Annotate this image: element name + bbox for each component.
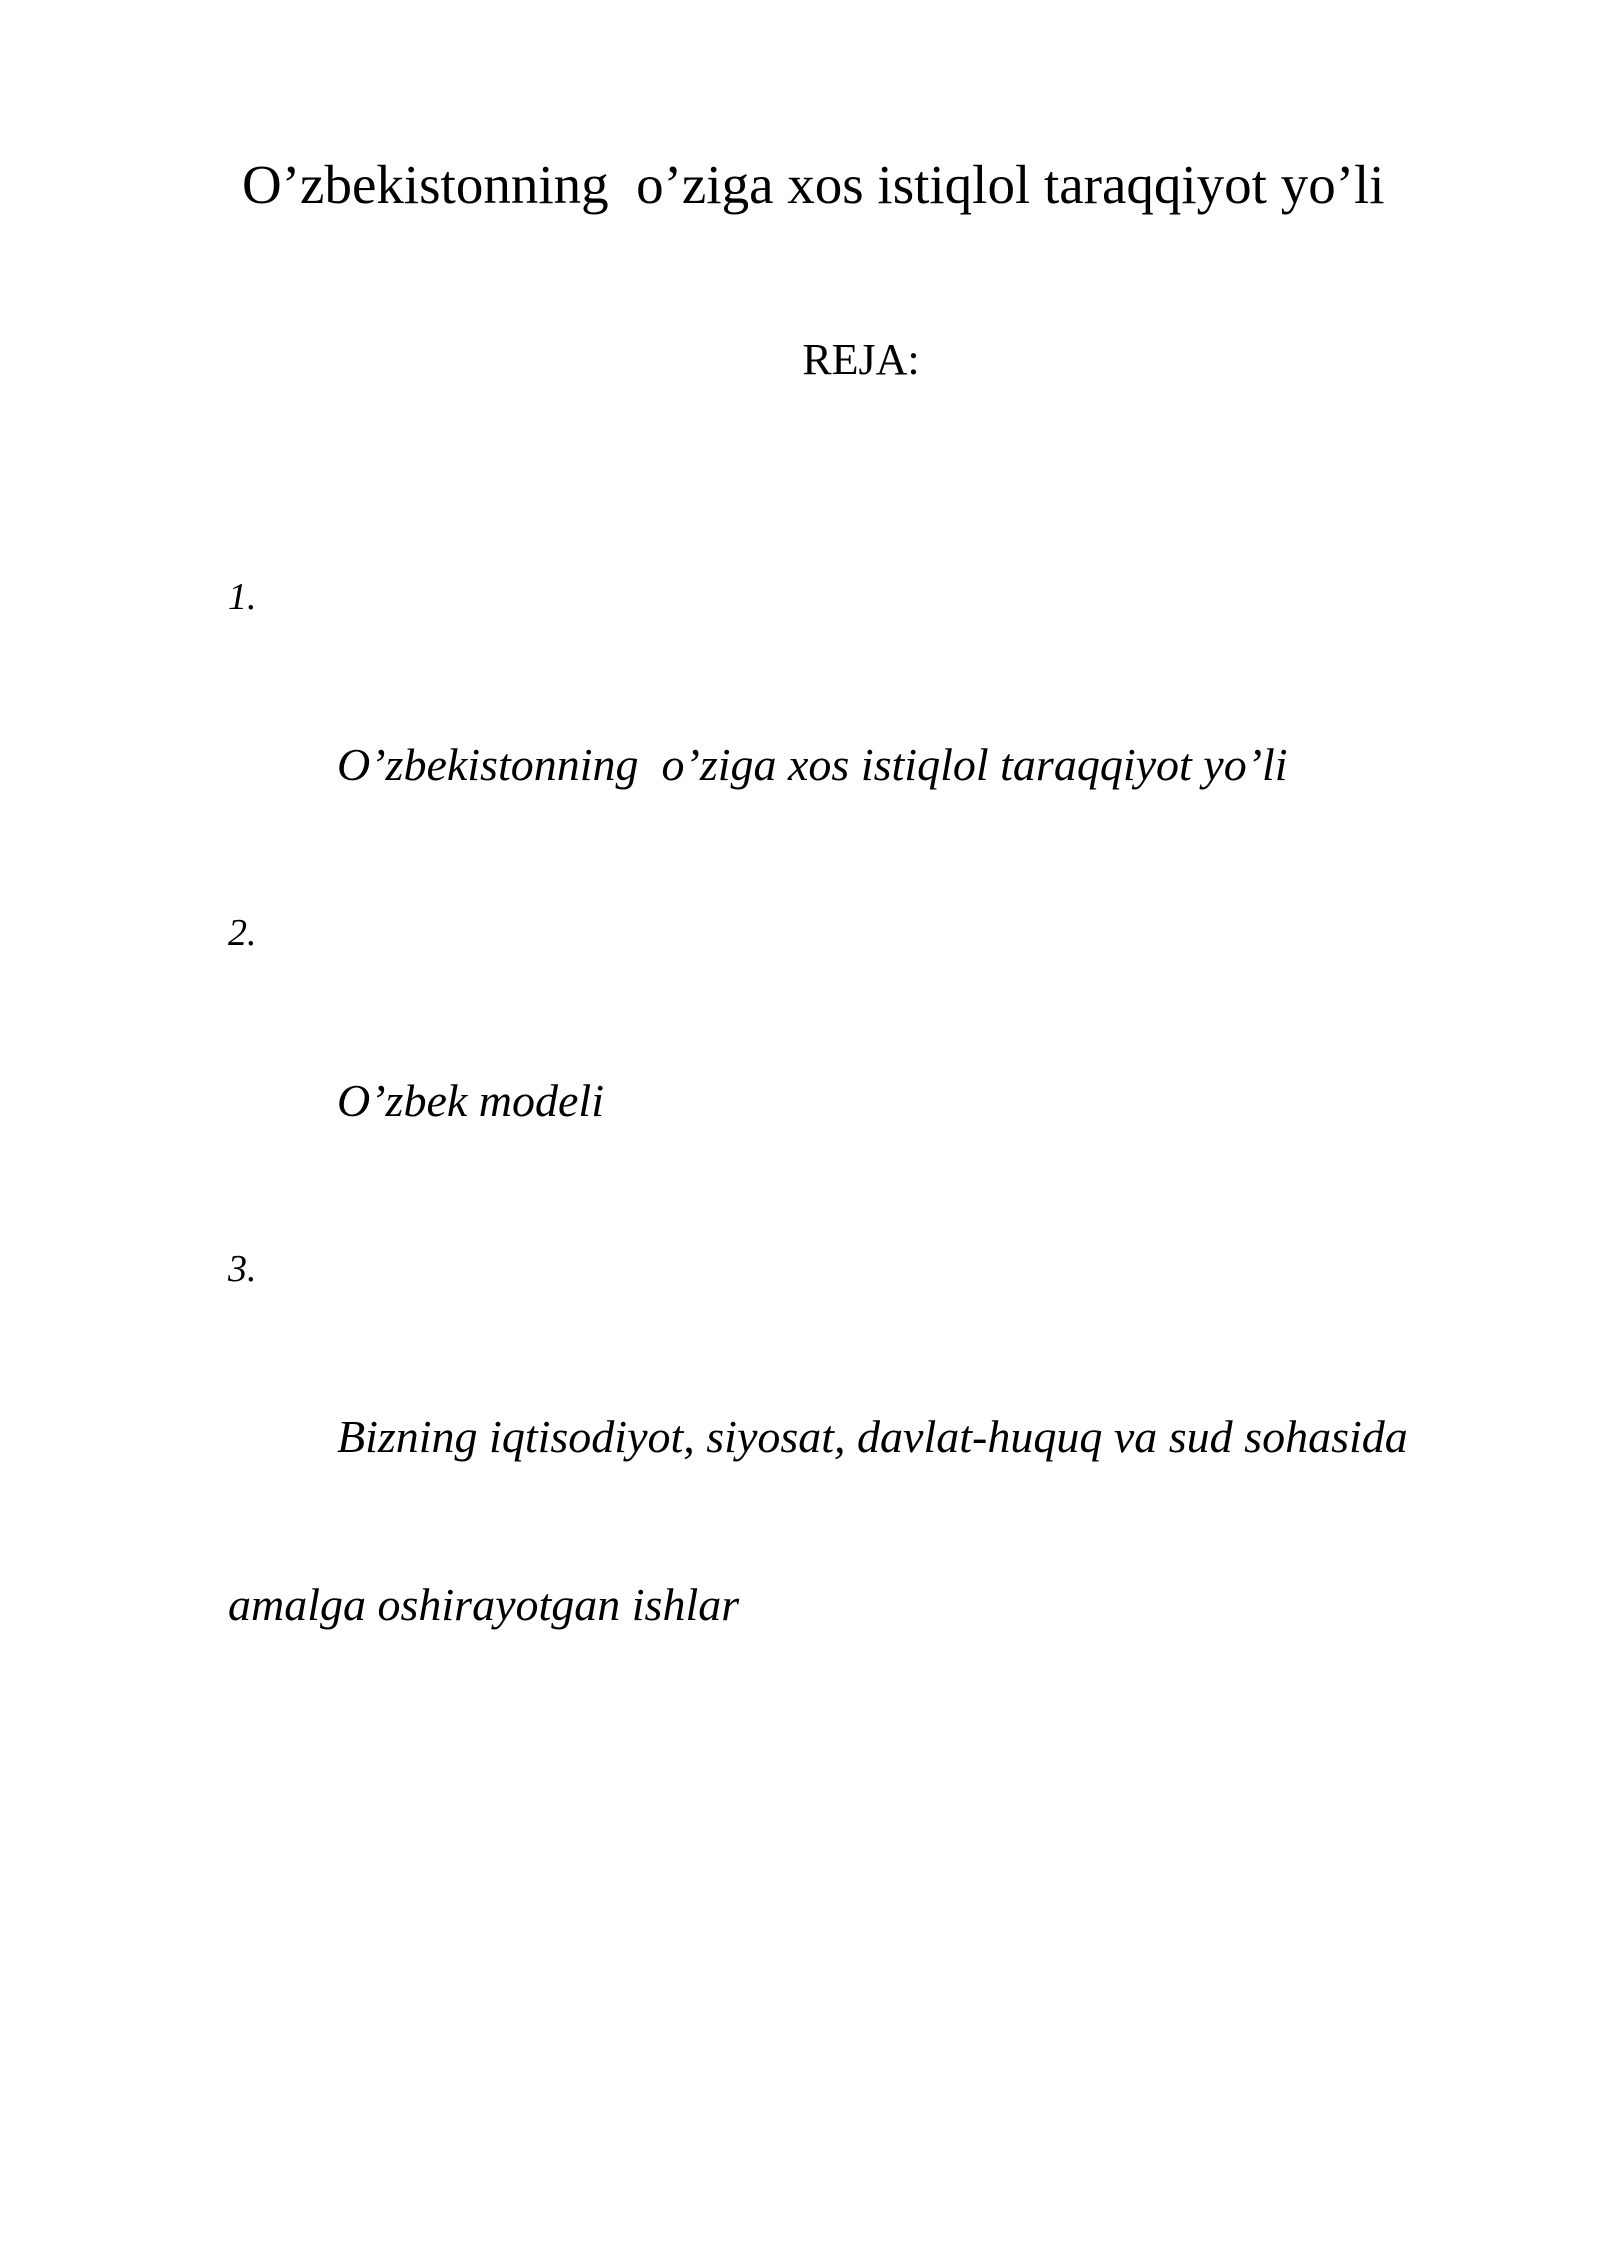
plan-item-number: 1. xyxy=(228,576,257,618)
plan-item-continuation: amalga oshirayotgan ishlar xyxy=(228,1579,740,1630)
document-title: O’zbekistonning o’ziga xos istiqlol taraqqiyot yo’li xyxy=(242,154,1385,215)
plan-item-1 xyxy=(228,555,1428,891)
plan-item-text: O’zbekistonning o’ziga xos istiqlol taraqqiyot yo’li xyxy=(337,739,1288,790)
plan-heading: REJA: xyxy=(802,335,920,384)
plan-list xyxy=(228,555,1428,1815)
plan-item-2 xyxy=(228,891,1428,1227)
plan-item-number: 2. xyxy=(228,912,257,954)
plan-item-number: 3. xyxy=(228,1248,257,1290)
plan-item-3 xyxy=(228,1227,1428,1815)
plan-item-text: O’zbek modeli xyxy=(337,1075,604,1126)
plan-item-text: Bizning iqtisodiyot, siyosat, davlat-huquq va sud sohasida xyxy=(337,1411,1408,1462)
